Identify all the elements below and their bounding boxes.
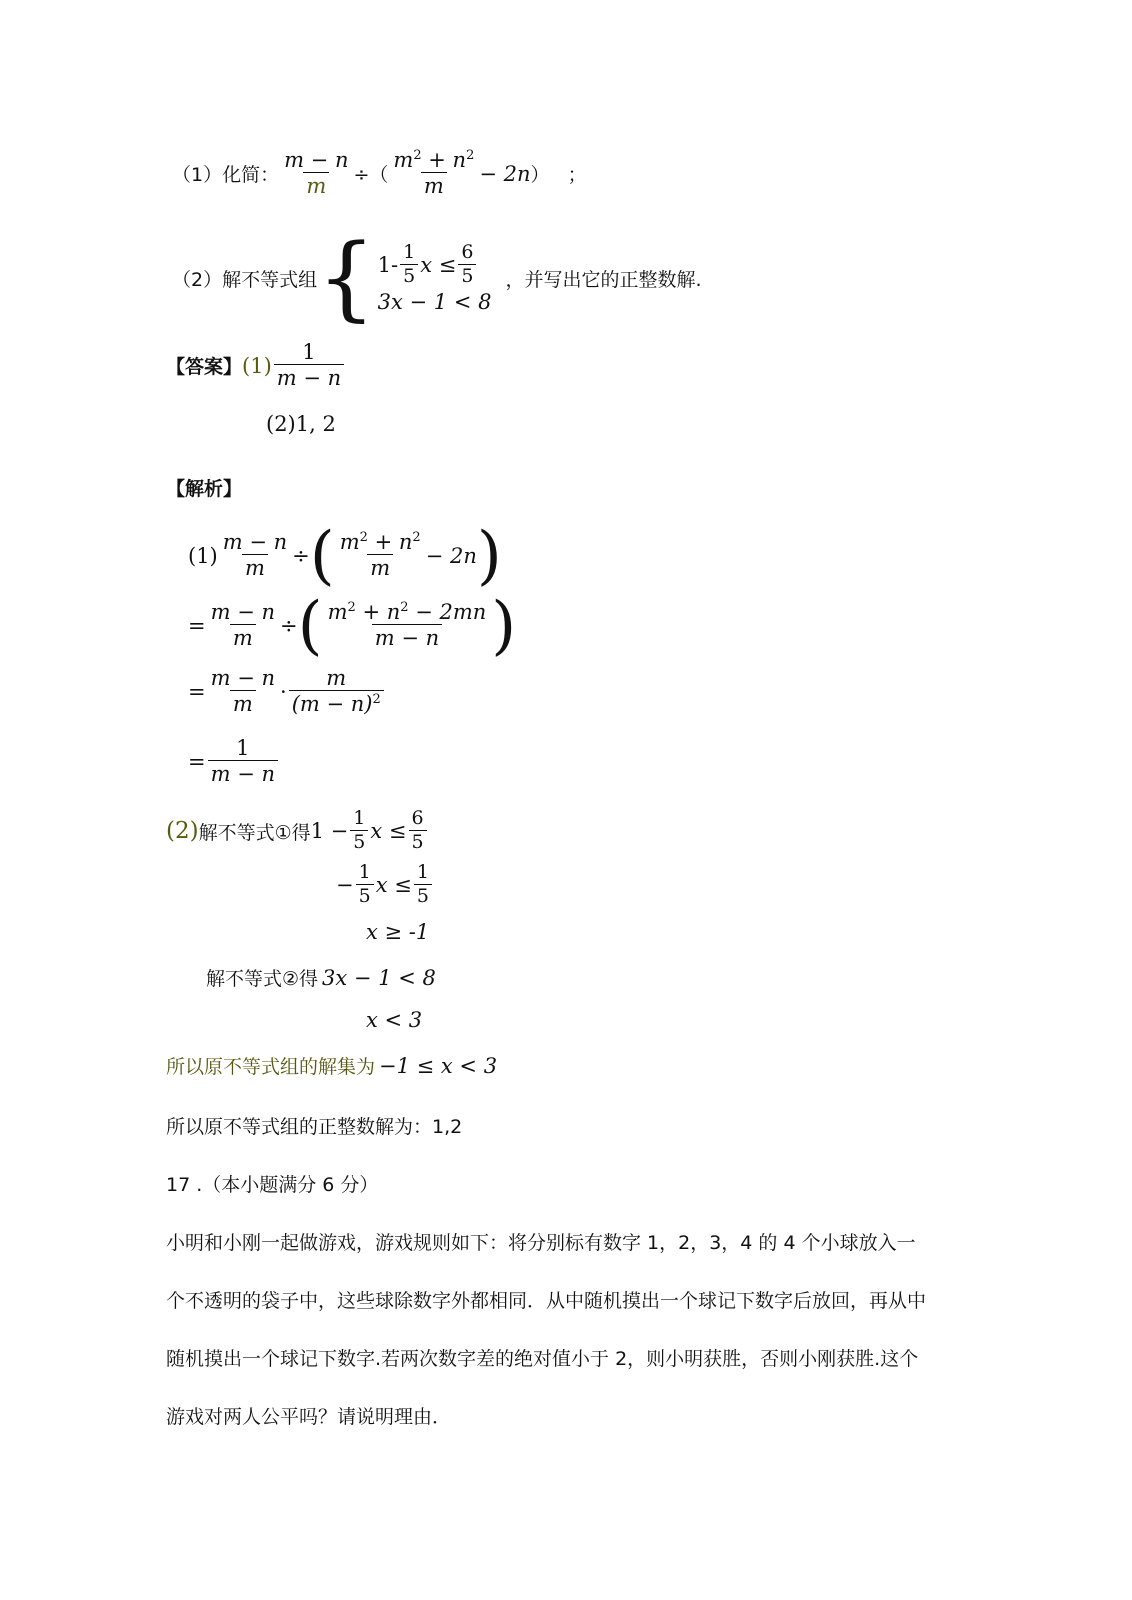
q1-fraction-a: $\frac{m - n}{m}$ <box>284 148 349 199</box>
q1-tail: ； <box>567 164 587 187</box>
answer-part-1 <box>166 340 346 391</box>
q17-line-3: 随机摸出一个球记下数字.若两次数字差的绝对值小于 2，则小明获胜，否则小刚获胜.这个 <box>166 1348 919 1370</box>
q17-heading: 17 .（本小题满分 6 分） <box>166 1174 379 1196</box>
sol1-step-4: = $\frac{1}{m - n}$ <box>188 736 280 787</box>
sol1-step-1: (1) $\frac{m - n}{m}$ ÷ ( $\frac{m^2 + n^2}{m}$ − 2n ) <box>188 519 502 593</box>
sol2-line-5: x < 3 <box>366 1008 423 1032</box>
q1-minus-2n: − 2n <box>479 161 531 186</box>
answer-part-2: (2)1, 2 <box>266 412 336 436</box>
sol2-prefix: (2) <box>166 818 199 845</box>
q1-label: （1）化简： <box>172 164 280 187</box>
system-brace: { <box>317 224 376 331</box>
q1-divide: ÷（ <box>353 164 389 187</box>
q1-fraction-b: $\frac{m^2 + n^2}{m}$ <box>393 148 475 199</box>
inequality-system <box>378 242 492 315</box>
sol2-line-2: − $\frac{1}{5}$ x ≤ $\frac{1}{5}$ <box>336 862 434 909</box>
sol2-line1-text: 解不等式①得 <box>198 821 311 844</box>
answer-part1-label: (1) <box>242 353 272 378</box>
q2-tail: ，并写出它的正整数解. <box>505 268 702 291</box>
q1-close: ） <box>530 164 550 187</box>
q17-line-1: 小明和小刚一起做游戏，游戏规则如下：将分别标有数字 1，2，3，4 的 4 个小球放入一 <box>166 1232 916 1254</box>
sol1-step-2: = $\frac{m - n}{m}$ ÷ ( $\frac{m^2 + n^2 - 2mn}{m - n}$ ) <box>188 589 517 663</box>
sol2-line4-text: 解不等式②得 <box>206 968 319 990</box>
q17-line-2: 个不透明的袋子中，这些球除数字外都相同．从中随机摸出一个球记下数字后放回，再从中 <box>166 1290 927 1312</box>
question-1 <box>172 148 587 199</box>
sol1-step-3: = $\frac{m - n}{m}$ · $\frac{m}{(m - n)^2}$ <box>188 666 386 717</box>
question-2 <box>172 224 702 331</box>
inequality-2: 3x − 1 < 8 <box>377 290 492 315</box>
sol2-line-4: 解不等式②得 3x − 1 < 8 <box>206 965 436 990</box>
q2-label: （2）解不等式组 <box>172 268 318 291</box>
sol2-line-3: x ≥ -1 <box>366 920 430 944</box>
sol2-concl1-text: 所以原不等式组的解集为 <box>166 1056 376 1078</box>
sol2-conclusion-1: 所以原不等式组的解集为 −1 ≤ x < 3 <box>166 1053 498 1078</box>
sol2-conclusion-2: 所以原不等式组的正整数解为：1,2 <box>166 1116 463 1138</box>
inequality-1: 1- $\frac{1}{5}$ x ≤ $\frac{6}{5}$ <box>378 242 492 289</box>
sol2-line-1: (2) 解不等式①得 1 − $\frac{1}{5}$ x ≤ $\frac{6}{5}$ <box>166 808 429 855</box>
answer-fraction: $\frac{1}{m - n}$ <box>274 340 344 391</box>
q17-line-4: 游戏对两人公平吗？请说明理由． <box>166 1406 452 1428</box>
answer-title: 【答案】 <box>166 356 243 379</box>
analysis-title: 【解析】 <box>166 478 243 500</box>
